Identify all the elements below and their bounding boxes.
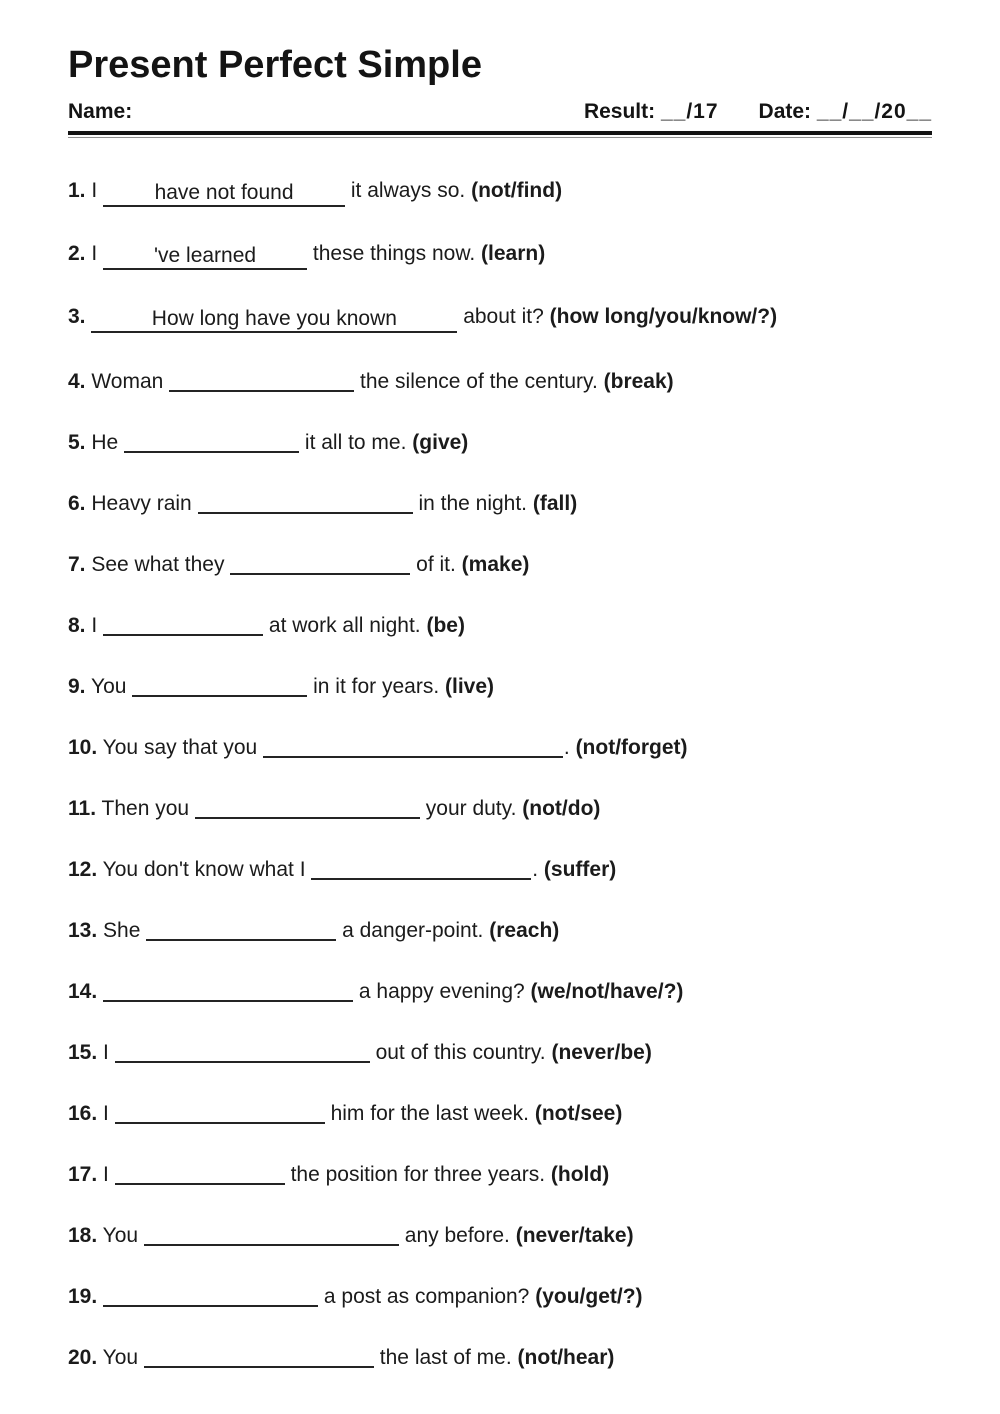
question-number: 18. xyxy=(68,1224,98,1247)
question-post-text: him for the last week. xyxy=(330,1102,529,1125)
question-post-text: your duty. xyxy=(425,797,517,820)
question-post-text: . xyxy=(532,858,539,881)
question-row xyxy=(68,612,932,638)
question-number: 19. xyxy=(68,1285,98,1308)
question-pre-text: She xyxy=(103,919,141,942)
answer-blank[interactable] xyxy=(103,978,353,1002)
question-row xyxy=(68,551,932,577)
answer-blank[interactable] xyxy=(115,1100,325,1124)
question-pre-text: He xyxy=(91,431,119,454)
question-row xyxy=(68,429,932,455)
verb-hint: (you/get/?) xyxy=(535,1285,643,1308)
question-post-text: the last of me. xyxy=(379,1346,512,1369)
question-pre-text: I xyxy=(103,1102,109,1125)
answer-blank[interactable] xyxy=(124,429,299,453)
answer-blank[interactable] xyxy=(144,1222,399,1246)
question-number: 8. xyxy=(68,614,86,637)
question-pre-text: You say that you xyxy=(102,736,258,759)
verb-hint: (learn) xyxy=(481,242,546,265)
answer-text: 've learned xyxy=(154,244,257,267)
question-post-text: in it for years. xyxy=(313,675,440,698)
question-pre-text: I xyxy=(91,242,98,265)
header-right-group xyxy=(584,100,932,124)
question-pre-text: You xyxy=(102,1224,139,1247)
date-value: __/__/20__ xyxy=(816,100,932,123)
answer-blank[interactable] xyxy=(198,490,413,514)
question-number: 15. xyxy=(68,1041,98,1064)
question-post-text: a danger-point. xyxy=(342,919,484,942)
question-number: 10. xyxy=(68,736,98,759)
question-pre-text: You xyxy=(102,1346,139,1369)
question-pre-text: You don't know what I xyxy=(102,858,306,881)
question-post-text: the position for three years. xyxy=(290,1163,546,1186)
question-row xyxy=(68,368,932,394)
question-pre-text: I xyxy=(103,1041,109,1064)
question-row xyxy=(68,1039,932,1065)
question-row xyxy=(68,1161,932,1187)
answer-blank[interactable] xyxy=(91,309,457,333)
verb-hint: (not/find) xyxy=(471,179,563,202)
answer-blank[interactable] xyxy=(311,856,531,880)
name-field xyxy=(68,100,132,124)
verb-hint: (give) xyxy=(412,431,469,454)
worksheet-header xyxy=(68,100,932,124)
question-row xyxy=(68,1100,932,1126)
question-pre-text: Woman xyxy=(91,370,164,393)
answer-blank[interactable] xyxy=(103,612,263,636)
question-post-text: out of this country. xyxy=(375,1041,546,1064)
question-row xyxy=(68,490,932,516)
verb-hint: (make) xyxy=(461,553,530,576)
verb-hint: (break) xyxy=(603,370,674,393)
question-post-text: a happy evening? xyxy=(358,980,525,1003)
question-number: 9. xyxy=(68,675,86,698)
answer-blank[interactable] xyxy=(169,368,354,392)
verb-hint: (reach) xyxy=(489,919,560,942)
question-number: 14. xyxy=(68,980,98,1003)
verb-hint: (not/hear) xyxy=(517,1346,615,1369)
answer-text: How long have you known xyxy=(151,307,397,330)
question-number: 20. xyxy=(68,1346,98,1369)
question-pre-text: I xyxy=(91,614,98,637)
name-label: Name: xyxy=(68,100,133,123)
verb-hint: (never/take) xyxy=(515,1224,634,1247)
question-row xyxy=(68,978,932,1004)
question-post-text: these things now. xyxy=(312,242,476,265)
result-field xyxy=(584,100,719,124)
question-row xyxy=(68,1283,932,1309)
answer-blank[interactable] xyxy=(230,551,410,575)
question-row xyxy=(68,179,932,207)
answer-blank[interactable] xyxy=(115,1161,285,1185)
page-title: Present Perfect Simple xyxy=(68,44,482,86)
question-pre-text: You xyxy=(90,675,127,698)
answer-blank[interactable] xyxy=(263,734,563,758)
question-post-text: it always so. xyxy=(350,179,466,202)
verb-hint: (fall) xyxy=(532,492,578,515)
question-number: 16. xyxy=(68,1102,98,1125)
answer-blank[interactable] xyxy=(146,917,336,941)
question-pre-text: Then you xyxy=(101,797,190,820)
question-number: 12. xyxy=(68,858,98,881)
verb-hint: (be) xyxy=(426,614,465,637)
question-number: 6. xyxy=(68,492,86,515)
question-pre-text: See what they xyxy=(91,553,225,576)
question-row xyxy=(68,242,932,270)
question-post-text: a post as companion? xyxy=(323,1285,530,1308)
question-pre-text: I xyxy=(91,179,98,202)
answer-blank[interactable] xyxy=(144,1344,374,1368)
answer-blank[interactable] xyxy=(132,673,307,697)
question-number: 13. xyxy=(68,919,98,942)
question-number: 11. xyxy=(68,797,97,820)
question-post-text: about it? xyxy=(463,305,544,328)
question-post-text: it all to me. xyxy=(304,431,407,454)
question-number: 3. xyxy=(68,305,86,328)
answer-text: have not found xyxy=(154,181,294,204)
question-row xyxy=(68,795,932,821)
question-number: 4. xyxy=(68,370,86,393)
question-row xyxy=(68,734,932,760)
question-post-text: any before. xyxy=(404,1224,510,1247)
question-post-text: . xyxy=(563,736,570,759)
verb-hint: (live) xyxy=(445,675,495,698)
answer-blank[interactable] xyxy=(103,183,345,207)
question-number: 7. xyxy=(68,553,86,576)
question-pre-text: Heavy rain xyxy=(91,492,192,515)
question-post-text: at work all night. xyxy=(268,614,421,637)
question-row xyxy=(68,673,932,699)
verb-hint: (never/be) xyxy=(551,1041,652,1064)
header-divider xyxy=(68,131,932,138)
question-number: 1. xyxy=(68,179,86,202)
result-label: Result: xyxy=(583,100,656,123)
question-row xyxy=(68,917,932,943)
question-pre-text: I xyxy=(103,1163,109,1186)
question-number: 5. xyxy=(68,431,86,454)
question-row xyxy=(68,305,932,333)
question-post-text: the silence of the century. xyxy=(360,370,598,393)
answer-blank[interactable] xyxy=(195,795,420,819)
answer-blank[interactable] xyxy=(103,246,307,270)
question-number: 17. xyxy=(68,1163,98,1186)
verb-hint: (not/do) xyxy=(522,797,601,820)
result-value: __/17 xyxy=(660,100,719,123)
verb-hint: (not/forget) xyxy=(575,736,688,759)
question-post-text: of it. xyxy=(416,553,456,576)
verb-hint: (not/see) xyxy=(534,1102,623,1125)
question-row xyxy=(68,856,932,882)
answer-blank[interactable] xyxy=(115,1039,370,1063)
question-row xyxy=(68,1344,932,1370)
verb-hint: (suffer) xyxy=(543,858,617,881)
date-label: Date: xyxy=(758,100,812,123)
date-field xyxy=(759,100,932,124)
question-row xyxy=(68,1222,932,1248)
verb-hint: (we/not/have/?) xyxy=(530,980,684,1003)
question-post-text: in the night. xyxy=(418,492,528,515)
question-number: 2. xyxy=(68,242,86,265)
answer-blank[interactable] xyxy=(103,1283,318,1307)
verb-hint: (hold) xyxy=(550,1163,610,1186)
verb-hint: (how long/you/know/?) xyxy=(549,305,778,328)
question-list xyxy=(68,138,932,1370)
